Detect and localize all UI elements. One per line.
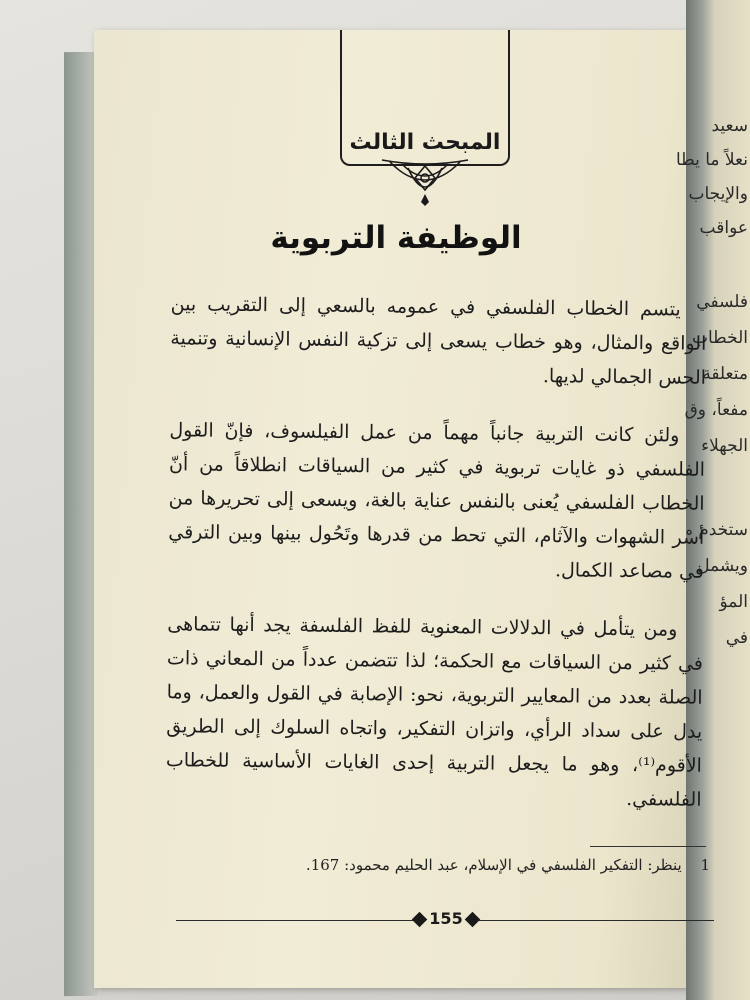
adjacent-fragment: عواقب <box>699 218 748 238</box>
adjacent-fragment: نعلاً ما يطا <box>675 150 748 170</box>
adjacent-fragment: المؤ <box>719 592 748 612</box>
adjacent-fragment: والإيجاب <box>688 184 748 204</box>
page-number-rule-right <box>478 920 714 921</box>
adjacent-fragment: ستخدم <box>698 520 748 540</box>
footnote-number: 1 <box>700 856 710 874</box>
footnote <box>300 856 710 874</box>
paragraph: يتسم الخطاب الفلسفي في عمومه بالسعي إلى التقريب بين الواقع والمثال، وهو خطاب يسعى إلى تزكية النفس الإنسانية وتنمية الحس الجمالي لديها. <box>170 293 707 389</box>
adjacent-fragment: في <box>725 628 748 648</box>
page-number-row <box>176 908 716 932</box>
adjacent-fragment: الجهلاء <box>701 436 748 456</box>
paragraph: ومن يتأمل في الدلالات المعنوية للفظ الفلسفة يجد أنها تتماهى في كثير من السياقات مع الحكمة؛ لذا تتضمن عدداً من المعاني ذات الصلة بعدد من المعايير التربوية، نحو: الإصابة في القول والعمل، وما يدل على سداد الرأي، واتزان التفكير، واتجاه السلوك إلى الطريق الأقوم⁽¹⁾، وهو ما يجعل التربية إحدى الغايات الأساسية للخطاب الفلسفي. <box>165 613 704 811</box>
paragraph: ولئن كانت التربية جانباً مهماً من عمل الفيلسوف، فإنّ القول الفلسفي ذو غايات تربوية في كثير من السياقات انطلاقاً من أنّ الخطاب الفلسفي يُعنى بالنفس عناية بالغة، ويسعى إلى تحريرها من أسْر الشهوات والآثام، التي تحط من قدرها وتَحُول بينها وبين الترقي في مصاعد الكمال. <box>168 419 706 583</box>
adjacent-fragment: ويشمل <box>697 556 748 576</box>
adjacent-fragment: الخطاب <box>691 328 748 348</box>
page-number: 155 <box>429 909 463 928</box>
footnote-separator <box>590 846 706 847</box>
adjacent-fragment: متعلقة <box>702 364 748 384</box>
chapter-tab-title: المبحث الثالث <box>349 130 501 155</box>
book-spine-edge <box>64 52 98 996</box>
section-heading: الوظيفة التربوية <box>270 220 522 256</box>
adjacent-fragment: مفعاً، وق <box>684 400 748 420</box>
diamond-icon <box>412 912 428 928</box>
page-number-rule-left <box>176 920 414 921</box>
body-text <box>165 287 707 841</box>
adjacent-fragment: سعيد <box>711 116 748 136</box>
footnote-text: ينظر: التفكير الفلسفي في الإسلام، عبد الحليم محمود: 167. <box>305 856 682 874</box>
adjacent-fragment: فلسفي <box>696 292 748 312</box>
arabesque-ornament-icon <box>380 158 470 208</box>
